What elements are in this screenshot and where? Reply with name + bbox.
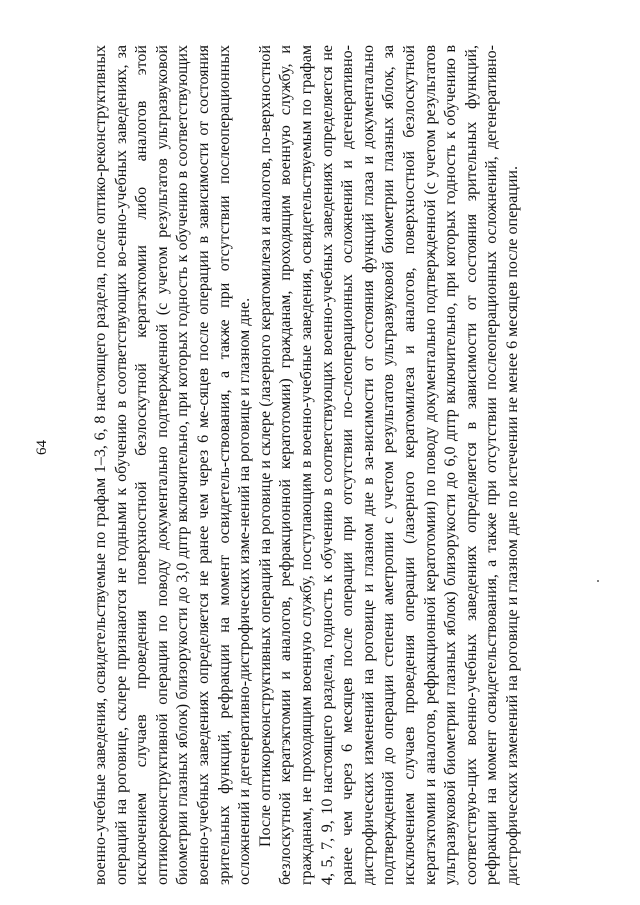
page-number: 64	[34, 440, 50, 455]
paragraph-2: После оптикореконструктивных операций на роговице и склере (лазерного кератомилеза и аналогов, по-верхностной безлоскутной кератэктомии и аналогов, рефракционной кератотомии) гражданам, проходящим военную службу, и гражданам, не проходящим военную службу, поступающим в военно-учебные заведения, освидетельствуемым по графам 4, 5, 7, 9, 10 настоящего раздела, годность к обучению в соответствующих военно-учебных заведениях определяется не ранее чем через 6 месяцев после операции при отсутствии по-слеоперационных осложнений и дегенеративно-дистрофических изменений на роговице и глазном дне в за-висимости от состояния функций глаза и документально подтвержденной до операции степени аметропии с учетом результатов ультразвуковой биометрии глазных яблок, за исключением случаев проведения операции (лазерного кератомилеза и аналогов, поверхностной безлоскутной кератэктомии и аналогов, рефракционной кератотомии) по поводу документально подтвержденной (с учетом результатов ультразвуковой биометрии глазных яблок) близорукости до 6,0 дптр включительно, при которых годность к обучению в соответствую-щих военно-учебных заведениях определяется в зависимости от состояния зрительных функций, рефракции на момент освидетельствования, а также при отсутствии послеоперационных осложнений, дегенеративно-дистрофических изменений на роговице и глазном дне по истечении не менее 6 месяцев после операции.	[256, 45, 521, 885]
paragraph-1: военно-учебные заведения, освидетельствуемые по графам 1–3, 6, 8 настоящего раздела, после оптико-реконструктивных операций на роговице, склере признаются не годными к обучению в соответствующих во-енно-учебных заведениях, за исключением случаев проведения поверхностной безлоскутной кератэктомии либо аналогов этой оптикореконструктивной операции по поводу документально подтвержденной (с учетом результатов ультразвуковой биометрии глазных яблок) близорукости до 3,0 дптр включительно, при которых годность к обучению в соответствующих военно-учебных заведениях определяется не ранее чем через 6 ме-сяцев после операции в зависимости от состояния зрительных функций, рефракции на момент освидетель-ствования, а также при отсутствии послеоперационных осложнений и дегенеративно-дистрофических изме-нений на роговице и глазном дне.	[92, 45, 254, 885]
body-text	[91, 45, 523, 885]
scan-speck	[597, 580, 599, 582]
